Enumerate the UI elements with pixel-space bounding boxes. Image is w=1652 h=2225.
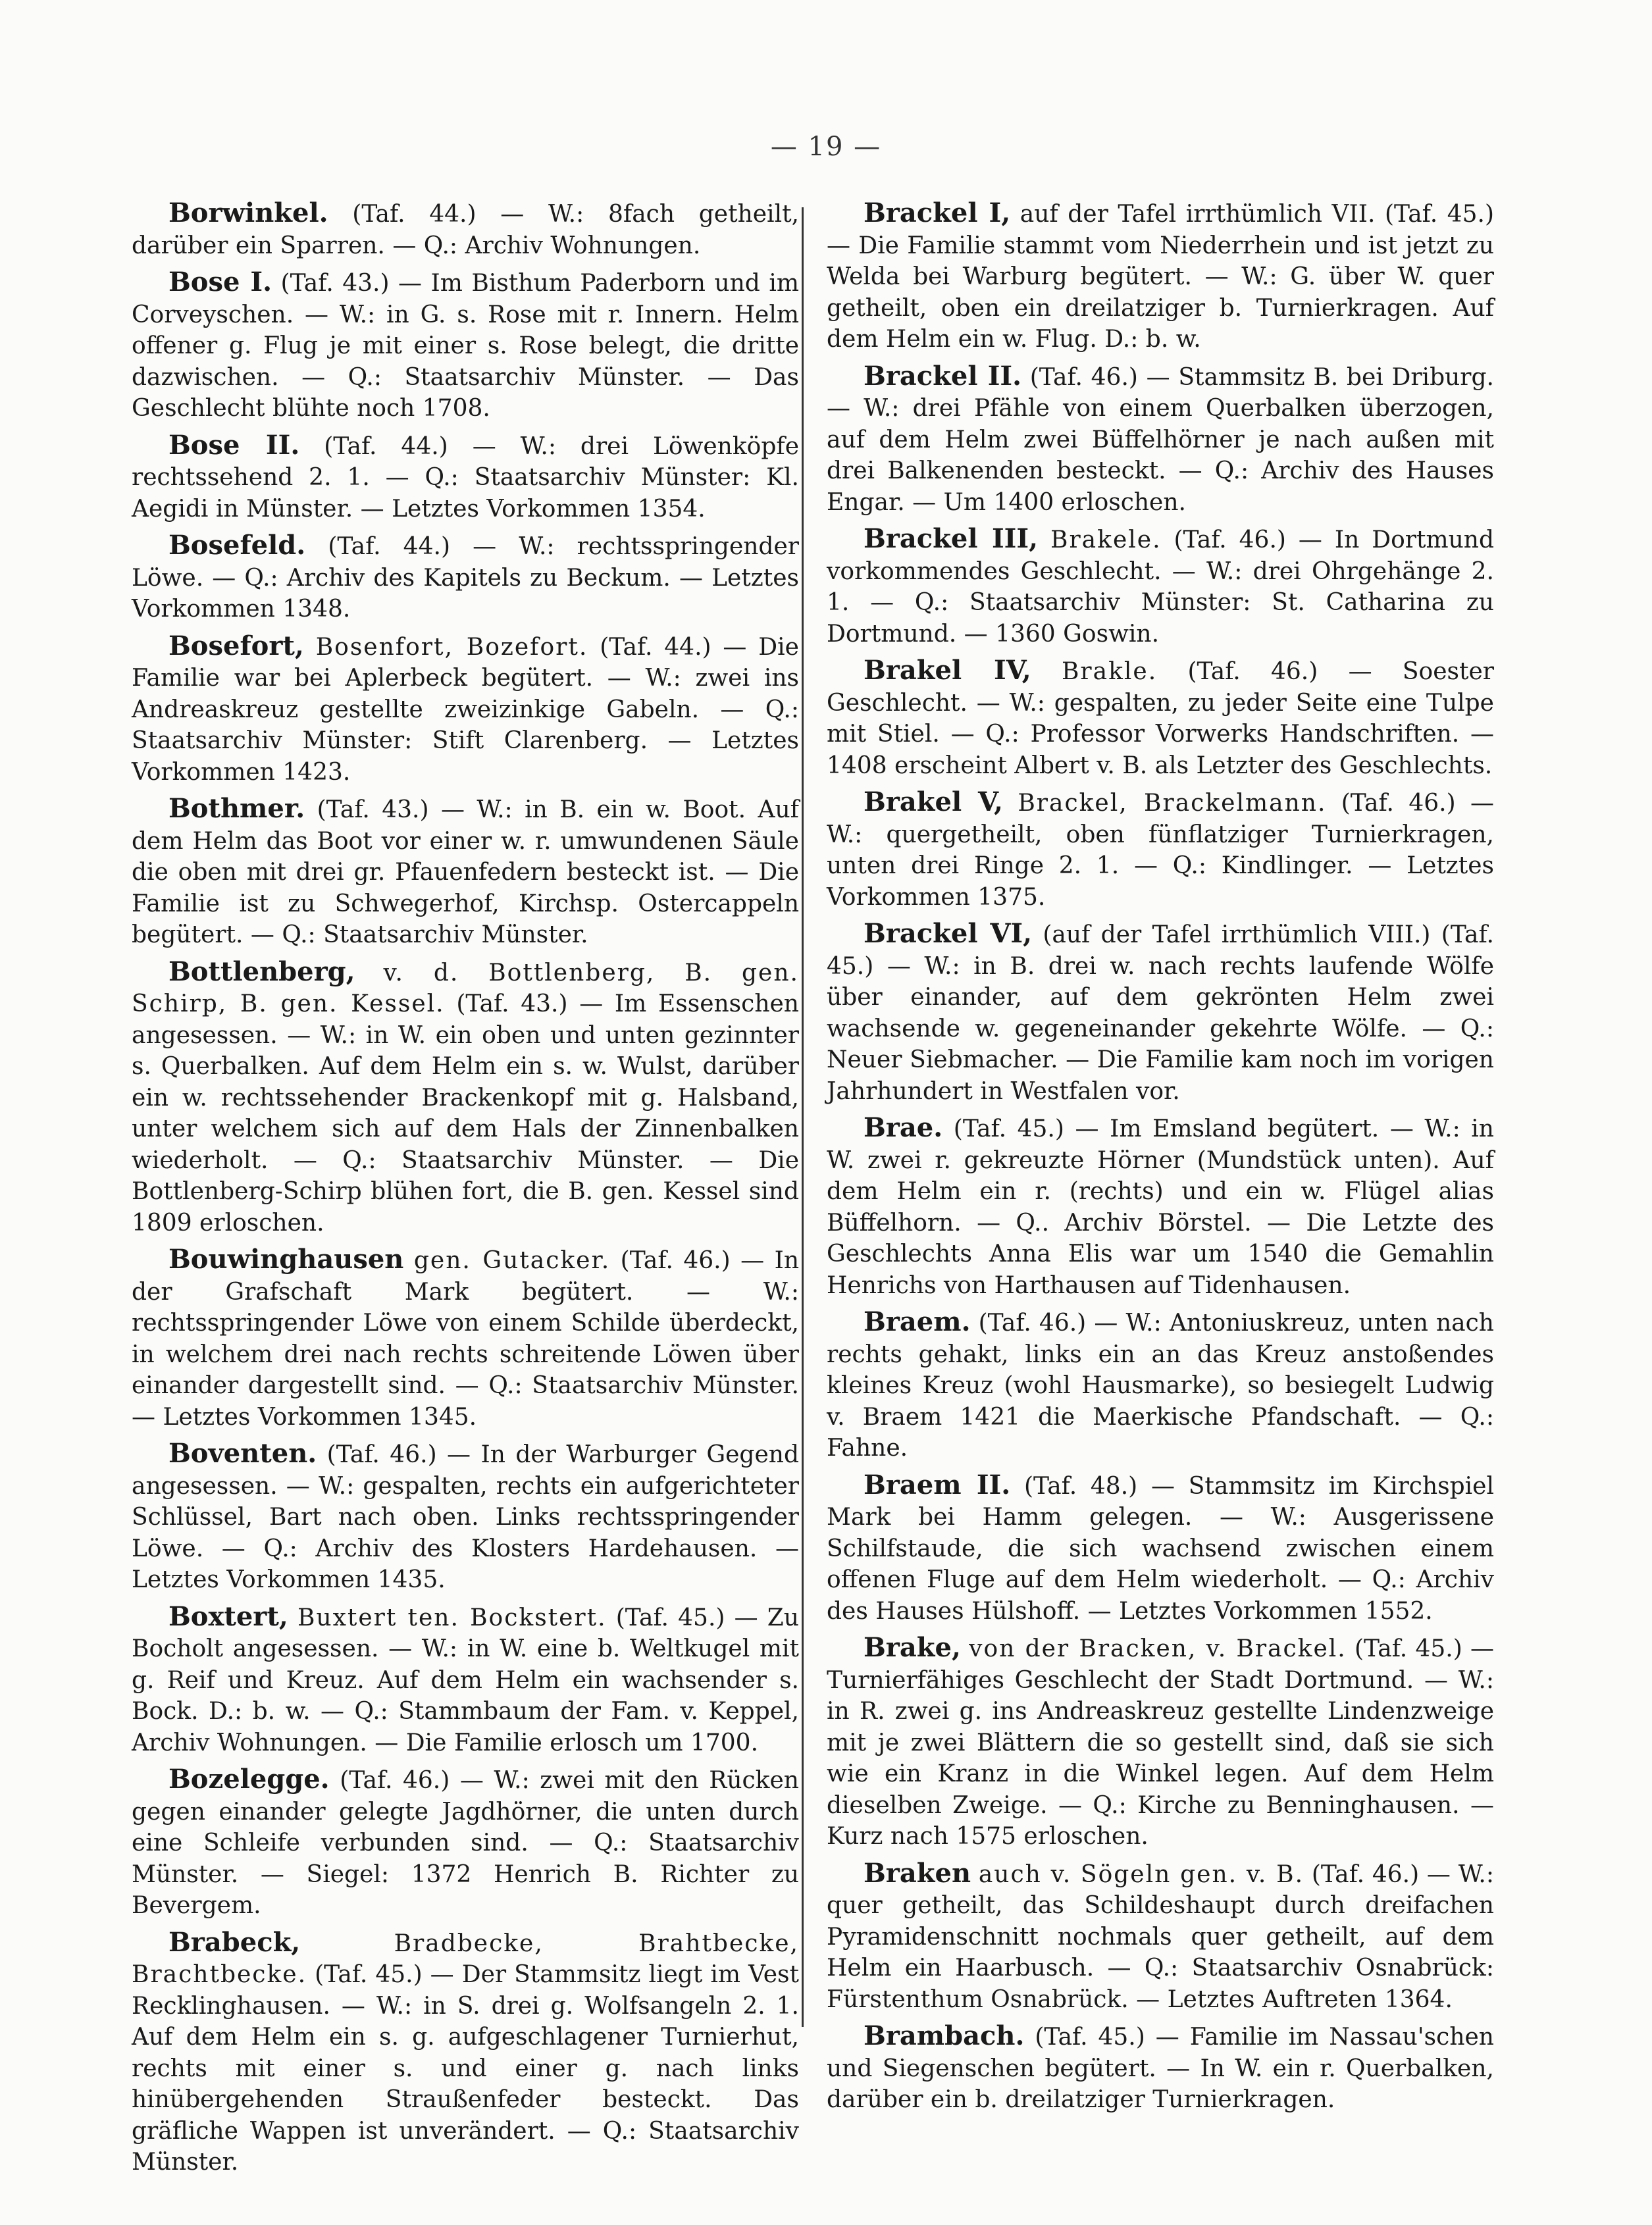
dictionary-entry [827, 2020, 1494, 2116]
entry-body: (Taf. 45.) — Zu Bocholt angesessen. — W.: in W. eine b. Weltkugel mit g. Reif und Kreuz. Auf dem Helm ein wachsender s. Bock. D.: b. w. — Q.: Stammbaum der Fam. v. Keppel, Archiv Wohnungen. — Die Familie erlosch um 1700. [132, 1604, 799, 1756]
entry-body: (Taf. 44.) — W.: 8fach getheilt, darüber ein Sparren. — Q.: Archiv Wohnungen. [132, 201, 799, 259]
entry-body: (Taf. 43.) — W.: in B. ein w. Boot. Auf dem Helm das Boot vor einer w. r. umwundenen Säule die oben mit drei gr. Pfauenfedern besteckt ist. — Die Familie ist zu Schwegerhof, Kirchsp. Ostercappeln begütert. — Q.: Staatsarchiv Münster. [132, 796, 799, 948]
entry-headword: Brackel II. [864, 360, 1022, 392]
entry-body: (Taf. 45.) — Der Stammsitz liegt im Vest Recklinghausen. — W.: in S. drei g. Wolfsangeln 2. 1. Auf dem Helm ein s. g. aufgeschlagener Turnierhut, rechts mit einer s. und einer g. nach links hinübergehenden Straußenfeder besteckt. Das gräfliche Wappen ist unverändert. — Q.: Staatsarchiv Münster. [132, 1961, 799, 2176]
entry-body: (Taf. 48.) — Stammsitz im Kirchspiel Mark bei Hamm gelegen. — W.: Ausgerissene Schilfstaude, die sich wachsend zwischen einem offenen Fluge auf dem Helm wiederholt. — Q.: Archiv des Hauses Hülshoff. — Letztes Vorkommen 1552. [827, 1472, 1494, 1625]
dictionary-entry [827, 1632, 1494, 1853]
dictionary-entry [132, 1601, 799, 1759]
entry-body: (Taf. 45.) — Turnierfähiges Geschlecht der Stadt Dortmund. — W.: in R. zwei g. ins Andreaskreuz gestellte Lindenzweige mit je zwei Blättern die so gestellt sind, daß sie sich wie ein Kranz in die Winkel legen. Auf dem Helm dieselben Zweige. — Q.: Kirche zu Benninghausen. — Kurz nach 1575 erloschen. [827, 1635, 1494, 1850]
entry-body: (Taf. 46.) — W.: quergetheilt, oben fünflatziger Turnierkragen, unten drei Ringe 2. 1. — Q.: Kindlinger. — Letztes Vorkommen 1375. [827, 790, 1494, 911]
entry-headword: Braem II. [864, 1469, 1011, 1500]
entry-variants: von der Bracken, v. Brackel. [969, 1635, 1347, 1662]
entry-headword: Braken [864, 1857, 971, 1889]
entry-body: (Taf. 44.) — W.: drei Löwenköpfe rechtssehend 2. 1. — Q.: Staatsarchiv Münster: Kl. Aegidi in Münster. — Letztes Vorkommen 1354. [132, 432, 800, 523]
page-number: — 19 — [770, 132, 882, 162]
entry-variants: auch v. Sögeln gen. v. B. [978, 1860, 1304, 1888]
entry-body: (Taf. 44.) — W.: rechtsspringender Löwe. — Q.: Archiv des Kapitels zu Beckum. — Letztes Vorkommen 1348. [132, 533, 799, 623]
entry-headword: Brabeck, [168, 1926, 301, 1958]
entry-variants: gen. Gutacker. [413, 1247, 611, 1274]
entry-headword: Borwinkel. [168, 197, 328, 228]
dictionary-entry [827, 1470, 1494, 1627]
dictionary-entry [827, 1112, 1494, 1301]
entry-headword: Bosefeld. [168, 530, 306, 561]
entry-body: (Taf. 46.) — Soester Geschlecht. — W.: gespalten, zu jeder Seite eine Tulpe mit Stiel. — Q.: Professor Vorwerks Handschriften. — 1408 erscheint Albert v. B. als Letzter des Geschlechts. [827, 658, 1494, 779]
entry-headword: Brake, [864, 1632, 961, 1663]
entry-headword: Boventen. [168, 1438, 317, 1469]
dictionary-entry [132, 630, 799, 788]
dictionary-entry [132, 530, 799, 625]
entry-headword: Brackel III, [864, 523, 1039, 554]
entry-headword: Brackel I, [864, 197, 1011, 228]
dictionary-entry [132, 267, 799, 424]
dictionary-entry [827, 197, 1494, 355]
entry-body: (Taf. 46.) — In der Warburger Gegend angesessen. — W.: gespalten, rechts ein aufgerichteter Schlüssel, Bart nach oben. Links rechtsspringender Löwe. — Q.: Archiv des Klosters Hardehausen. — Letztes Vorkommen 1435. [132, 1441, 799, 1593]
entry-headword: Brackel VI, [864, 918, 1032, 949]
entry-headword: Brae. [864, 1112, 943, 1143]
right-column [827, 197, 1494, 2121]
entry-headword: Bottlenberg, [168, 956, 355, 987]
entry-body: (Taf. 43.) — Im Bisthum Paderborn und im Corveyschen. — W.: in G. s. Rose mit r. Innern. Helm offener g. Flug je mit einer s. Rose belegt, die dritte dazwischen. — Q.: Staatsarchiv Münster. — Das Geschlecht blühte noch 1708. [132, 270, 799, 422]
dictionary-entry [132, 956, 799, 1239]
dictionary-entry [132, 1244, 799, 1433]
dictionary-entry [827, 361, 1494, 519]
dictionary-entry [827, 1858, 1494, 2016]
entry-headword: Bouwinghausen [168, 1244, 404, 1275]
entry-body: (Taf. 46.) — In Dortmund vorkommendes Geschlecht. — W.: drei Ohrgehänge 2. 1. — Q.: Staatsarchiv Münster: St. Catharina zu Dortmund. — 1360 Goswin. [827, 526, 1495, 648]
entry-variants: Bosenfort, Bozefort. [315, 633, 588, 661]
dictionary-entry [827, 1306, 1494, 1464]
entry-headword: Bose II. [168, 429, 300, 461]
entry-body: (Taf. 46.) — W.: Antoniuskreuz, unten nach rechts gehakt, links ein an das Kreuz anstoßendes kleines Kreuz (wohl Hausmarke), so besiegelt Ludwig v. Braem 1421 die Maerkische Pfandschaft. — Q.: Fahne. [827, 1310, 1494, 1462]
dictionary-entry [132, 197, 799, 261]
entry-variants: Bradbecke, Brahtbecke, Brachtbecke. [132, 1930, 799, 1988]
entry-body: (Taf. 46.) — W.: zwei mit den Rücken gegen einander gelegte Jagdhörner, die unten durch eine Schleife verbunden sind. — Q.: Staatsarchiv Münster. — Siegel: 1372 Henrich B. Richter zu Bevergem. [132, 1767, 799, 1919]
dictionary-entry [827, 523, 1494, 650]
entry-body: auf der Tafel irrthümlich VII. (Taf. 45.) — Die Familie stammt vom Niederrhein und ist jetzt zu Welda bei Warburg begütert. — W.: G. über W. quer getheilt, oben ein dreilatziger b. Turnierkragen. Auf dem Helm ein w. Flug. D.: b. w. [827, 201, 1495, 353]
entry-variants: Brackel, Brackelmann. [1018, 790, 1327, 817]
dictionary-entry [827, 918, 1494, 1107]
entry-variants: Buxtert ten. Bockstert. [297, 1604, 607, 1631]
dictionary-entry [132, 430, 799, 525]
dictionary-entry [132, 1927, 799, 2178]
entry-headword: Bothmer. [168, 793, 305, 824]
entry-headword: Brakel IV, [864, 655, 1031, 686]
column-divider [802, 207, 804, 2027]
entry-headword: Braem. [864, 1306, 971, 1337]
entry-headword: Boxtert, [168, 1600, 288, 1632]
dictionary-entry [132, 1438, 799, 1596]
left-column [132, 197, 799, 2184]
entry-variants: v. d. Bottlenberg, B. gen. Schirp, B. gen. Kessel. [132, 959, 799, 1017]
entry-body: (Taf. 43.) — Im Essenschen angesessen. — W.: in W. ein oben und unten gezinnter s. Querbalken. Auf dem Helm ein s. w. Wulst, darüber ein w. rechtssehender Brackenkopf mit g. Halsband, unter welchem sich auf dem Hals der Zinnenbalken wiederholt. — Q.: Staatsarchiv Münster. — Die Bottlenberg-Schirp blühen fort, die B. gen. Kessel sind 1809 erloschen. [132, 990, 799, 1237]
entry-headword: Brambach. [864, 2020, 1025, 2051]
entry-variants: Brakele. [1050, 526, 1162, 553]
entry-body: (Taf. 46.) — In der Grafschaft Mark begütert. — W.: rechtsspringender Löwe von einem Schilde überdeckt, in welchem drei nach rechts schreitende Löwen über einander dargestellt sind. — Q.: Staatsarchiv Münster. — Letztes Vorkommen 1345. [132, 1247, 799, 1431]
entry-body: (Taf. 46.) — W.: quer getheilt, das Schildeshaupt durch dreifachen Pyramidenschnitt nochmals quer getheilt, auf dem Helm ein Haarbusch. — Q.: Staatsarchiv Osnabrück: Fürstenthum Osnabrück. — Letztes Auftreten 1364. [827, 1860, 1495, 2013]
dictionary-entry [132, 1764, 799, 1922]
entry-body: (Taf. 45.) — Familie im Nassau'schen und Siegenschen begütert. — In W. ein r. Querbalken, darüber ein b. dreilatziger Turnierkragen. [827, 2024, 1494, 2113]
entry-headword: Brakel V, [864, 786, 1003, 817]
entry-variants: Brakle. [1061, 658, 1158, 685]
entry-headword: Bosefort, [168, 630, 304, 661]
entry-body: (Taf. 45.) — Im Emsland begütert. — W.: in W. zwei r. gekreuzte Hörner (Mundstück unten). Auf dem Helm ein r. (rechts) und ein w. Flügel alias Büffelhorn. — Q.. Archiv Börstel. — Die Letzte des Geschlechts Anna Elis war um 1540 die Gemahlin Henrichs von Harthausen auf Tidenhausen. [827, 1115, 1494, 1299]
entry-body: (Taf. 46.) — Stammsitz B. bei Driburg. — W.: drei Pfähle von einem Querbalken überzogen, auf dem Helm zwei Büffelhörner je nach außen mit drei Balkenenden besteckt. — Q.: Archiv des Hauses Engar. — Um 1400 erloschen. [827, 363, 1494, 516]
entry-body: (auf der Tafel irrthümlich VIII.) (Taf. 45.) — W.: in B. drei w. nach rechts laufende Wölfe über einander, auf dem gekrönten Helm zwei wachsende w. gegeneinander gekehrte Wölfe. — Q.: Neuer Siebmacher. — Die Familie kam noch im vorigen Jahrhundert in Westfalen vor. [827, 921, 1494, 1105]
entry-body: (Taf. 44.) — Die Familie war bei Aplerbeck begütert. — W.: zwei ins Andreaskreuz gestellte zweizinkige Gabeln. — Q.: Staatsarchiv Münster: Stift Clarenberg. — Letztes Vorkommen 1423. [132, 633, 799, 786]
dictionary-entry [827, 786, 1494, 913]
entry-headword: Bozelegge. [168, 1764, 330, 1795]
entry-headword: Bose I. [168, 267, 272, 297]
dictionary-entry [827, 655, 1494, 781]
dictionary-entry [132, 793, 799, 951]
